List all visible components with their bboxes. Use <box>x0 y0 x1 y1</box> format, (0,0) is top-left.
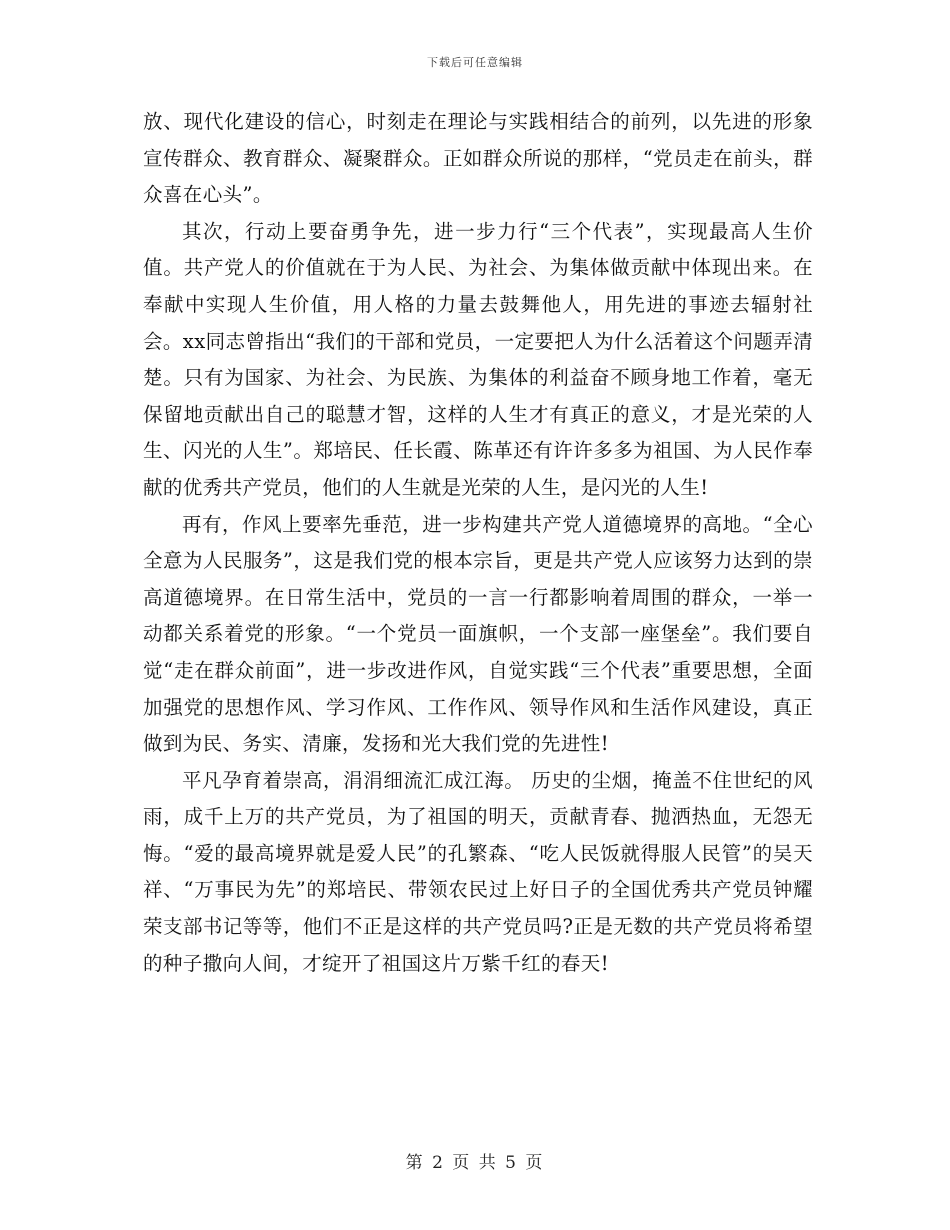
paragraph-2: 其次，行动上要奋勇争先，进一步力行“三个代表”，实现最高人生价值。共产党人的价值就在于为人民、为社会、为集体做贡献中体现出来。在奉献中实现人生价值，用人格的力量去鼓舞他人，用先进的事迹去辐射社会。xx同志曾指出“我们的干部和党员，一定要把人为什么活着这个问题弄清楚。只有为国家、为社会、为民族、为集体的利益奋不顾身地工作着，毫无保留地贡献出自己的聪慧才智，这样的人生才有真正的意义，才是光荣的人生、闪光的人生”。郑培民、任长霞、陈革还有许许多多为祖国、为人民作奉献的优秀共产党员，他们的人生就是光荣的人生，是闪光的人生! <box>143 219 813 499</box>
document-body <box>143 104 813 982</box>
paragraph-3: 再有，作风上要率先垂范，进一步构建共产党人道德境界的高地。“全心全意为人民服务”，这是我们党的根本宗旨，更是共产党人应该努力达到的崇高道德境界。在日常生活中，党员的一言一行都影响着周围的群众，一举一动都关系着党的形象。“一个党员一面旗帜，一个支部一座堡垒”。我们要自觉“走在群众前面”，进一步改进作风，自觉实践“三个代表”重要思想，全面加强党的思想作风、学习作风、工作作风、领导作风和生活作风建设，真正做到为民、务实、清廉，发扬和光大我们党的先进性! <box>143 512 813 756</box>
page-header: 下载后可任意编辑 <box>427 56 523 69</box>
paragraph-1: 放、现代化建设的信心，时刻走在理论与实践相结合的前列，以先进的形象宣传群众、教育群众、凝聚群众。正如群众所说的那样，“党员走在前头，群众喜在心头”。 <box>143 110 813 207</box>
page-number-footer: 第 2 页 共 5 页 <box>405 1153 545 1173</box>
paragraph-4: 平凡孕育着崇高，涓涓细流汇成江海。 历史的尘烟，掩盖不住世纪的风雨，成千上万的共产党员，为了祖国的明天，贡献青春、抛洒热血，无怨无悔。“爱的最高境界就是爱人民”的孔繁森、“吃人民饭就得服人民管”的吴天祥、“万事民为先”的郑培民、带领农民过上好日子的全国优秀共产党员钟耀荣支部书记等等，他们不正是这样的共产党员吗?正是无数的共产党员将希望的种子撒向人间，才绽开了祖国这片万紫千红的春天! <box>143 768 813 975</box>
